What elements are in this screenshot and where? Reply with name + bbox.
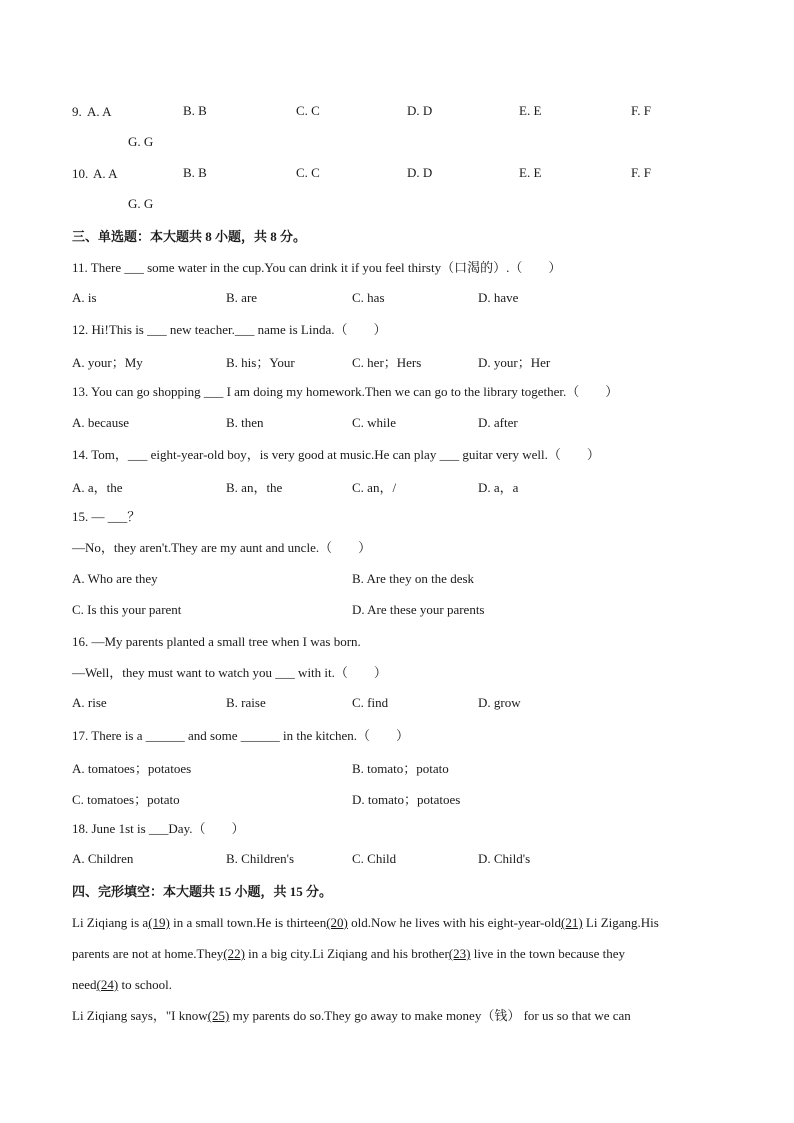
passage-text: live in the town because they (470, 946, 625, 961)
option-d[interactable]: D. have (478, 290, 519, 305)
question-9-options (72, 103, 112, 121)
option-c[interactable]: C. an，/ (352, 480, 397, 495)
option-d[interactable]: D. your；Her (478, 355, 551, 370)
option-e[interactable]: E. E (519, 165, 542, 180)
question-15-stem: 15. — ___？ (72, 509, 141, 524)
question-11-stem: 11. There ___ some water in the cup.You can drink it if you feel thirsty（口渴的）.（ ） (72, 260, 562, 275)
option-b[interactable]: B. raise (226, 695, 266, 710)
passage-text: to school. (118, 977, 173, 992)
blank-23[interactable]: (23) (448, 946, 471, 961)
option-a[interactable]: A. Children (72, 851, 134, 866)
option-a[interactable]: A. tomatoes；potatoes (72, 761, 192, 776)
option-b[interactable]: B. his；Your (226, 355, 295, 370)
passage-line-4 (72, 1007, 631, 1025)
option-b[interactable]: B. B (183, 103, 207, 118)
option-a[interactable]: A. A (87, 104, 112, 119)
option-d[interactable]: D. after (478, 415, 518, 430)
option-a[interactable]: A. is (72, 290, 97, 305)
passage-text: in a big city.Li Ziqiang and his brother (244, 946, 449, 961)
question-13-stem: 13. You can go shopping ___ I am doing my homework.Then we can go to the library together.（ ） (72, 384, 619, 399)
option-b[interactable]: B. then (226, 415, 264, 430)
blank-25[interactable]: (25) (207, 1008, 230, 1023)
blank-20[interactable]: (20) (326, 915, 348, 930)
option-a[interactable]: A. because (72, 415, 130, 430)
passage-line-3 (72, 976, 172, 994)
section-3-heading: 三、单选题：本大题共 8 小题，共 8 分。 (72, 229, 307, 244)
passage-text: parents are not at home.They (72, 946, 224, 961)
question-number: 9. (72, 104, 82, 119)
blank-24[interactable]: (24) (96, 977, 119, 992)
blank-22[interactable]: (22) (223, 946, 245, 961)
question-18-stem: 18. June 1st is ___Day.（ ） (72, 821, 245, 836)
option-a[interactable]: A. your；My (72, 355, 143, 370)
option-a[interactable]: A. A (93, 166, 118, 181)
option-b[interactable]: B. Children's (226, 851, 295, 866)
passage-text: my parents do so.They go away to make money（钱） for us so that we can (229, 1008, 631, 1023)
option-d[interactable]: D. Child's (478, 851, 531, 866)
question-14-stem: 14. Tom，___ eight-year-old boy，is very good at music.He can play ___ guitar very well.（ ） (72, 447, 600, 462)
passage-text: in a small town.He is thirteen (169, 915, 327, 930)
passage-text: need (72, 977, 97, 992)
option-d[interactable]: D. D (407, 103, 433, 118)
option-c[interactable]: C. C (296, 165, 320, 180)
option-g[interactable]: G. G (128, 134, 154, 149)
option-d[interactable]: D. grow (478, 695, 521, 710)
passage-text: Li Ziqiang is a (72, 915, 149, 930)
question-10-options (72, 165, 118, 183)
option-c[interactable]: C. find (352, 695, 389, 710)
option-c[interactable]: C. tomatoes；potato (72, 792, 180, 807)
option-d[interactable]: D. D (407, 165, 433, 180)
question-15-dialogue: —No，they aren't.They are my aunt and uncle.（ ） (72, 540, 372, 555)
question-number: 10. (72, 166, 89, 181)
option-c[interactable]: C. while (352, 415, 397, 430)
option-e[interactable]: E. E (519, 103, 542, 118)
question-17-stem: 17. There is a ______ and some ______ in the kitchen.（ ） (72, 728, 409, 743)
option-c[interactable]: C. Is this your parent (72, 602, 182, 617)
option-d[interactable]: D. a，a (478, 480, 519, 495)
option-b[interactable]: B. are (226, 290, 258, 305)
option-c[interactable]: C. C (296, 103, 320, 118)
option-a[interactable]: A. Who are they (72, 571, 158, 586)
option-a[interactable]: A. a，the (72, 480, 123, 495)
passage-text: Li Ziqiang says，"I know (72, 1008, 208, 1023)
option-b[interactable]: B. tomato；potato (352, 761, 449, 776)
question-12-stem: 12. Hi!This is ___ new teacher.___ name is Linda.（ ） (72, 322, 387, 337)
option-f[interactable]: F. F (631, 165, 651, 180)
passage-line-2 (72, 945, 625, 963)
option-g[interactable]: G. G (128, 196, 154, 211)
question-16-dialogue: —Well，they must want to watch you ___ with it.（ ） (72, 665, 387, 680)
blank-19[interactable]: (19) (148, 915, 170, 930)
option-c[interactable]: C. Child (352, 851, 397, 866)
option-c[interactable]: C. has (352, 290, 385, 305)
option-d[interactable]: D. Are these your parents (352, 602, 485, 617)
option-b[interactable]: B. an，the (226, 480, 283, 495)
section-4-heading: 四、完形填空：本大题共 15 小题，共 15 分。 (72, 884, 333, 899)
question-16-stem: 16. —My parents planted a small tree when I was born. (72, 634, 361, 649)
passage-text: old.Now he lives with his eight-year-old (347, 915, 561, 930)
option-f[interactable]: F. F (631, 103, 651, 118)
blank-21[interactable]: (21) (561, 915, 583, 930)
option-b[interactable]: B. B (183, 165, 207, 180)
option-d[interactable]: D. tomato；potatoes (352, 792, 461, 807)
passage-line-1 (72, 914, 659, 932)
option-c[interactable]: C. her；Hers (352, 355, 422, 370)
option-a[interactable]: A. rise (72, 695, 107, 710)
option-b[interactable]: B. Are they on the desk (352, 571, 475, 586)
passage-text: Li Zigang.His (582, 915, 659, 930)
